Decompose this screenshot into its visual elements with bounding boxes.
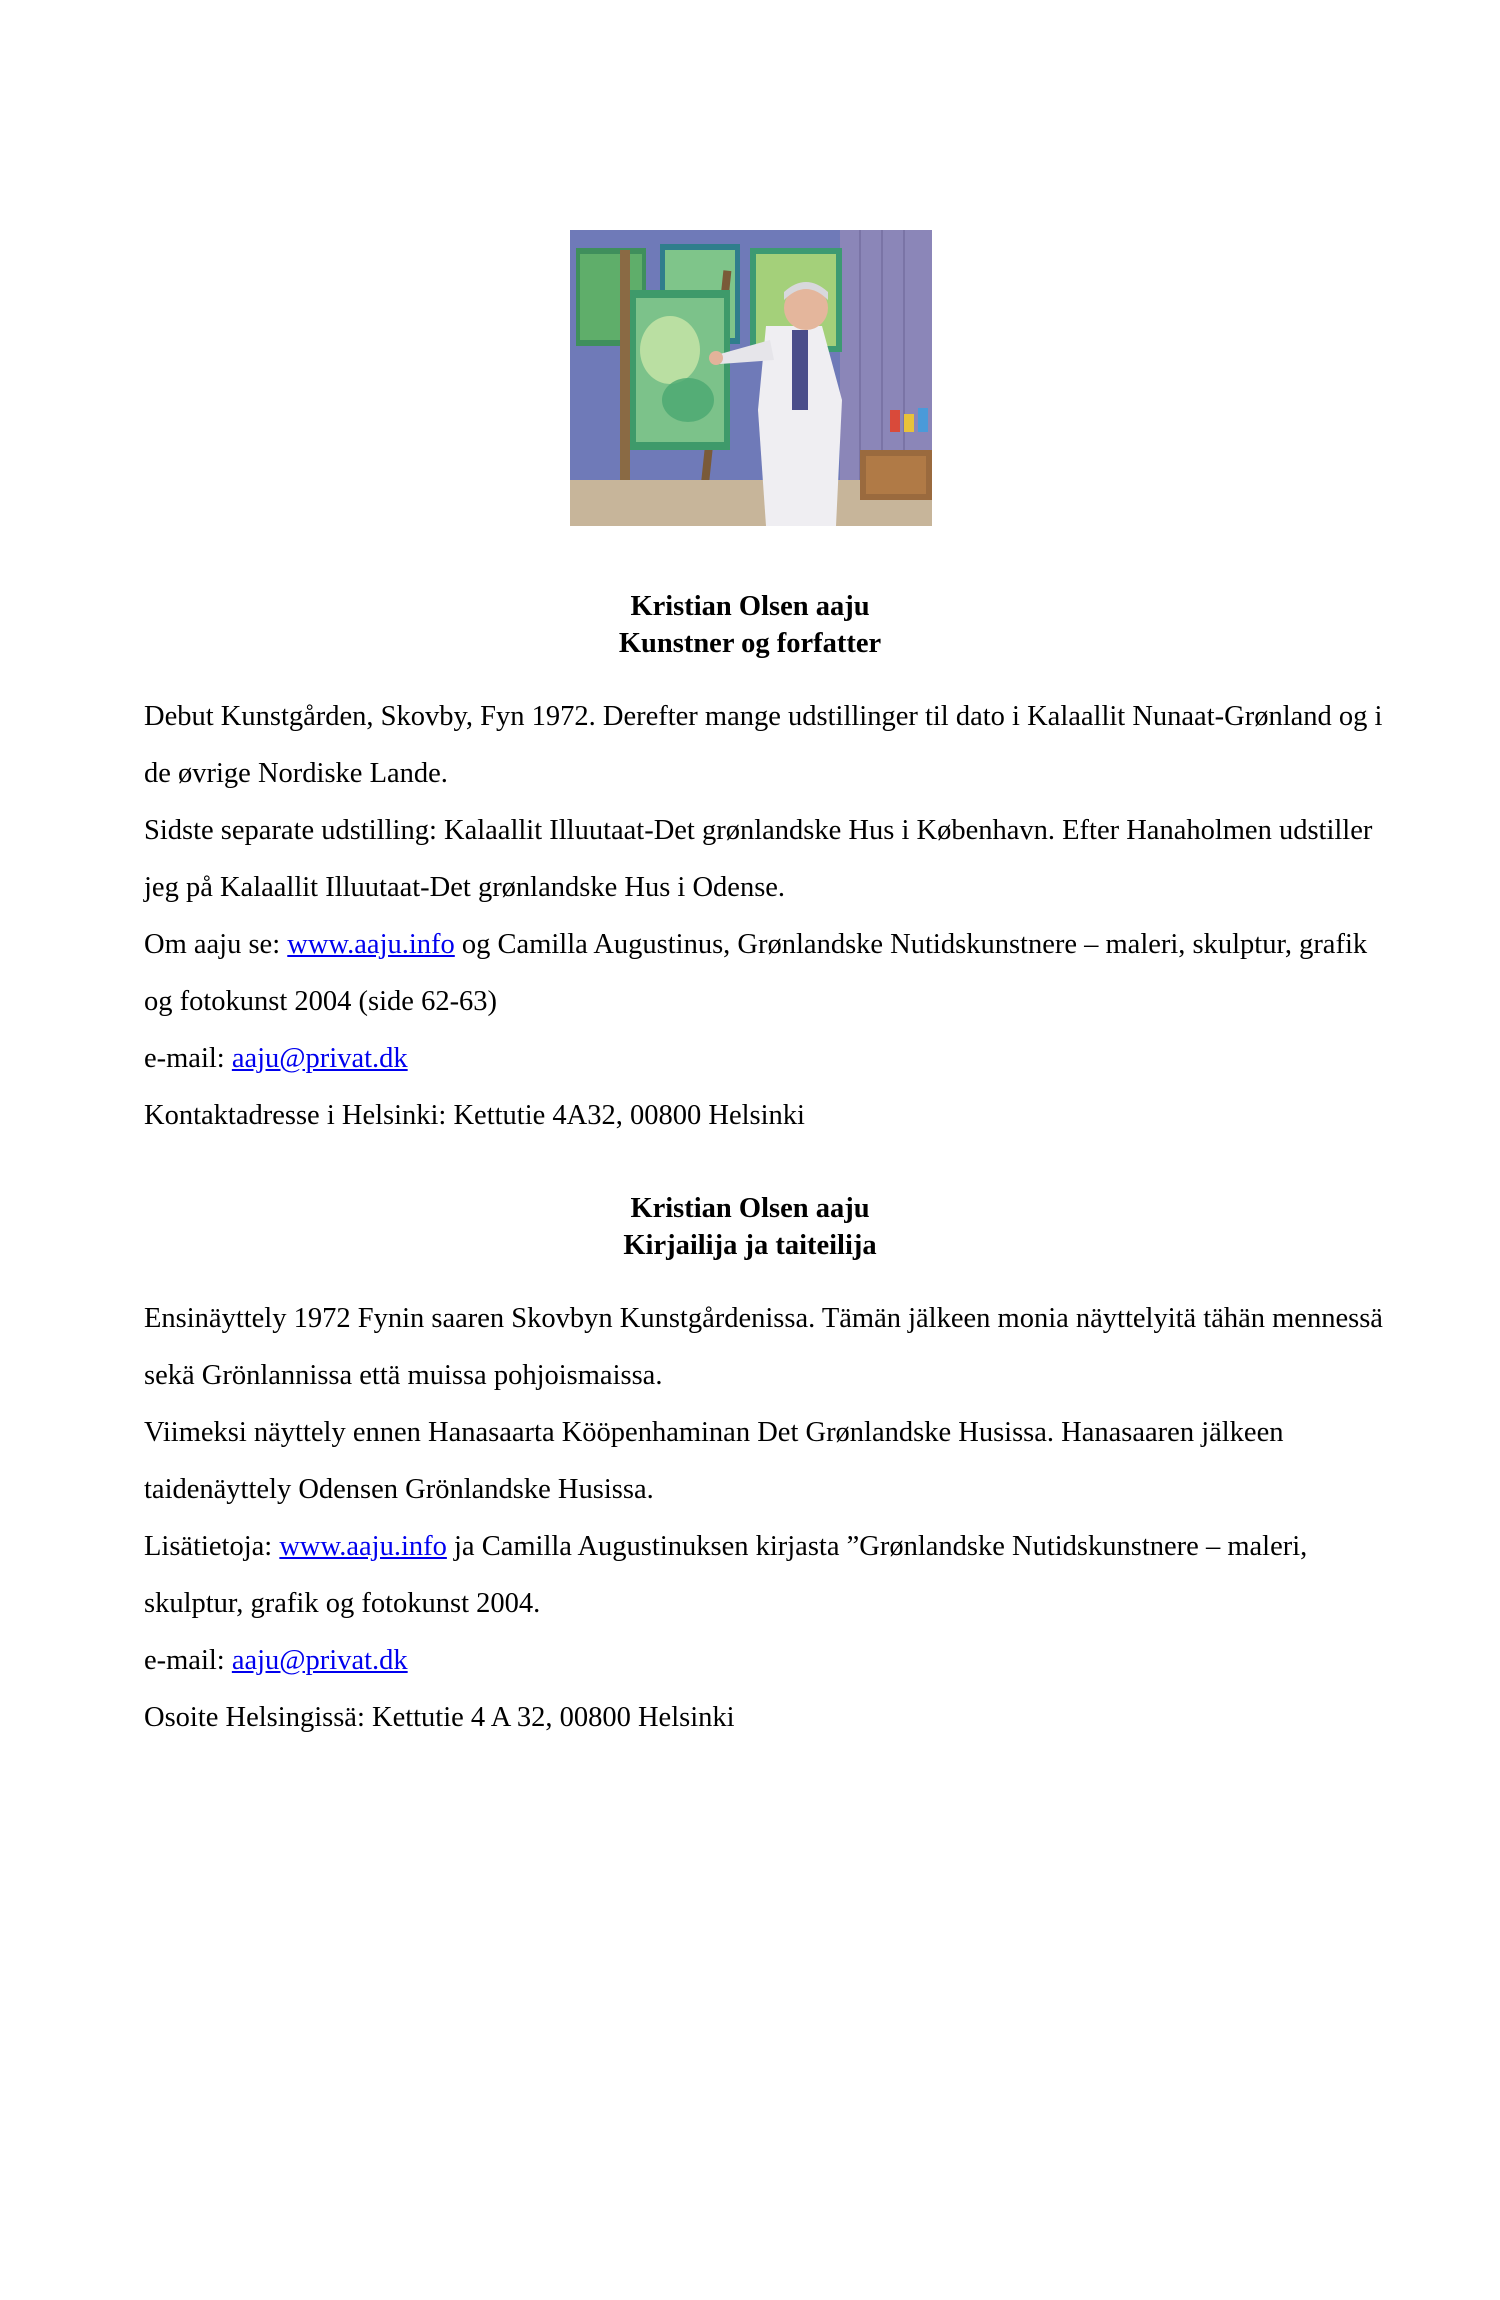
finnish-email-line [144,1632,1384,1689]
danish-section-body [144,688,1384,1144]
finnish-more-suffix: ja Camilla Augustinuksen kirjasta ”Grønlandske Nutidskunstnere – maleri, skulptur, grafik og fotokunst 2004. [144,1531,1308,1619]
danish-debut-paragraph: Debut Kunstgården, Skovby, Fyn 1972. Derefter mange udstillinger til dato i Kalaallit Nunaat-Grønland og i de øvrige Nordiske Lande. [144,701,1383,789]
danish-more-info-paragraph [144,916,1384,1030]
finnish-email-link[interactable]: aaju@privat.dk [231,1645,408,1676]
danish-address-line: Kontaktadresse i Helsinki: Kettutie 4A32, 00800 Helsinki [144,1100,805,1131]
finnish-section-subtitle: Kirjailija ja taiteilija [623,1230,877,1261]
danish-last-exhibit-paragraph: Sidste separate udstilling: Kalaallit Illuutaat-Det grønlandske Hus i København. Efter Hanaholmen udstiller jeg på Kalaallit Illuutaat-Det grønlandske Hus i Odense. [144,815,1373,903]
danish-email-line [144,1030,1384,1087]
finnish-more-info-paragraph [144,1518,1384,1632]
finnish-more-prefix: Lisätietoja: [144,1531,280,1562]
danish-more-prefix: Om aaju se: [144,929,288,960]
finnish-website-link[interactable]: www.aaju.info [279,1531,447,1562]
finnish-debut-paragraph: Ensinäyttely 1972 Fynin saaren Skovbyn Kunstgårdenissa. Tämän jälkeen monia näyttelyitä tähän mennessä sekä Grönlannissa että muissa pohjoismaissa. [144,1303,1383,1391]
finnish-last-exhibit-paragraph: Viimeksi näyttely ennen Hanasaarta Kööpenhaminan Det Grønlandske Husissa. Hanasaaren jälkeen taidenäyttely Odensen Grönlandske Husissa. [144,1417,1284,1505]
finnish-section-title: Kristian Olsen aaju [630,1193,870,1224]
artist-painting-photo [570,230,932,526]
danish-section-subtitle: Kunstner og forfatter [618,628,882,659]
danish-email-prefix: e-mail: [144,1043,232,1074]
danish-section-title: Kristian Olsen aaju [630,591,870,622]
finnish-section-body [144,1290,1384,1746]
finnish-address-line: Osoite Helsingissä: Kettutie 4 A 32, 00800 Helsinki [144,1702,735,1733]
danish-email-link[interactable]: aaju@privat.dk [231,1043,408,1074]
danish-website-link[interactable]: www.aaju.info [287,929,455,960]
finnish-email-prefix: e-mail: [144,1645,232,1676]
danish-more-suffix: og Camilla Augustinus, Grønlandske Nutidskunstnere – maleri, skulptur, grafik og fotokunst 2004 (side 62-63) [144,929,1368,1017]
